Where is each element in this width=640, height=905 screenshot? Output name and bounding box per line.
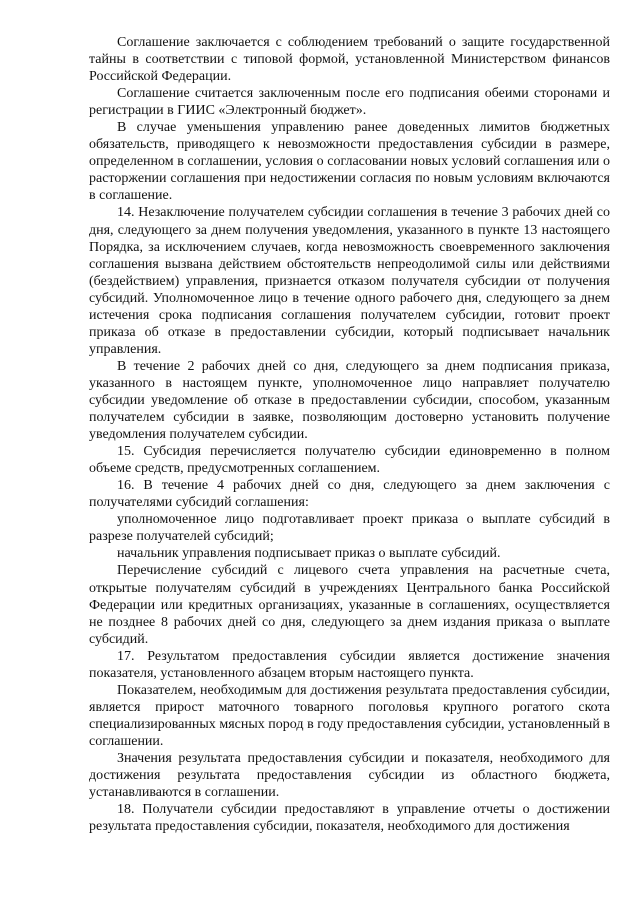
paragraph: 17. Результатом предоставления субсидии является достижение значения показателя, установленного абзацем вторым настоящего пункта. xyxy=(89,648,610,681)
paragraph: Соглашение считается заключенным после его подписания обеими сторонами и регистрации в ГИИС «Электронный бюджет». xyxy=(89,86,610,119)
paragraph: В случае уменьшения управлению ранее доведенных лимитов бюджетных обязательств, приводящего к невозможности предоставления субсидии в размере, определенном в соглашении, условия о согласовании новых условий соглашения или о расторжении соглашения при недостижении согласия по новым условиям включаются в соглашение. xyxy=(89,120,610,204)
paragraph: 18. Получатели субсидии предоставляют в управление отчеты о достижении результата предоставления субсидии, показателя, необходимого для достижения xyxy=(89,802,610,835)
paragraph: В течение 2 рабочих дней со дня, следующего за днем подписания приказа, указанного в настоящем пункте, уполномоченное лицо направляет получателю субсидии уведомление об отказе в предоставлении субсидии, способом, указанным получателем субсидии в заявке, позволяющим достоверно установить получение уведомления получателем субсидии. xyxy=(89,358,610,443)
paragraph: начальник управления подписывает приказ о выплате субсидий. xyxy=(117,546,501,562)
paragraph: Перечисление субсидий с лицевого счета управления на расчетные счета, открытые получателям субсидий в учреждениях Центрального банка Российской Федерации или кредитных организациях, указанные в соглашениях, осуществляется не позднее 8 рабочих дней со дня, следующего за днем издания приказа о выплате субсидий. xyxy=(89,563,610,647)
paragraph: Значения результата предоставления субсидии и показателя, необходимого для достижения результата предоставления субсидии из областного бюджета, устанавливаются в соглашении. xyxy=(89,750,610,801)
paragraph: 16. В течение 4 рабочих дней со дня, следующего за днем заключения с получателями субсидий соглашения: xyxy=(89,478,610,511)
paragraph: 15. Субсидия перечисляется получателю субсидии единовременно в полном объеме средств, предусмотренных соглашением. xyxy=(89,444,610,477)
paragraph: 14. Незаключение получателем субсидии соглашения в течение 3 рабочих дней со дня, следующего за днем получения уведомления, указанного в пункте 13 настоящего Порядка, за исключением случаев, когда невозможность своевременного заключения соглашения вызвана действием обстоятельств непреодолимой силы или действиями (бездействием) управления, признается отказом получателя субсидии от получения субсидий. Уполномоченное лицо в течение одного рабочего дня, следующего за днем истечения срока подписания соглашения получателем субсидии, готовит проект приказа об отказе в предоставлении субсидии, который подписывает начальник управления. xyxy=(89,205,610,357)
paragraph: уполномоченное лицо подготавливает проект приказа о выплате субсидий в разрезе получателей субсидий; xyxy=(89,512,610,545)
paragraph: Показателем, необходимым для достижения результата предоставления субсидии, является прирост маточного товарного поголовья крупного рогатого скота специализированных мясных пород в году предоставления субсидии, установленный в соглашении. xyxy=(89,682,610,749)
document-body xyxy=(89,34,610,835)
paragraph: Соглашение заключается с соблюдением требований о защите государственной тайны в соответствии с типовой формой, установленной Министерством финансов Российской Федерации. xyxy=(89,35,610,85)
